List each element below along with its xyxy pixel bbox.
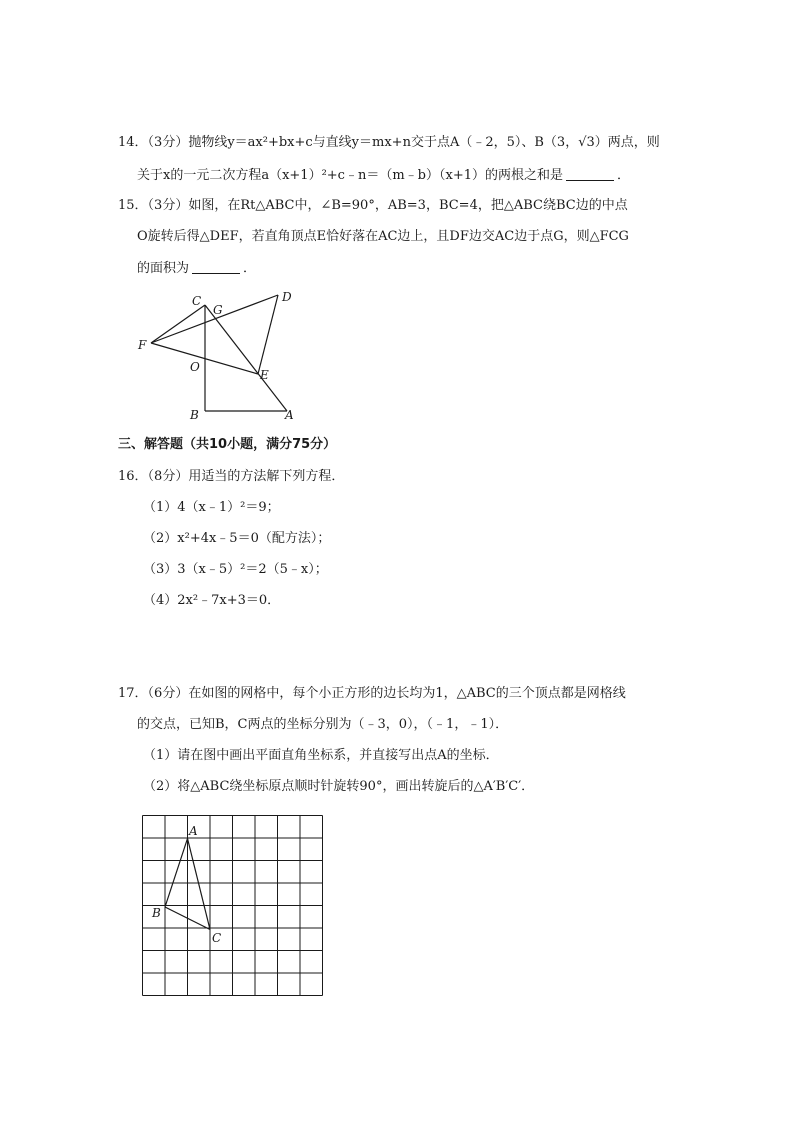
segment-ca (205, 305, 287, 411)
q14-line2-text: 关于x的一元二次方程a（x+1）²+c﹣n＝（m﹣b）（x+1）的两根之和是 (137, 168, 563, 183)
section-heading: 三、解答题（共10小题，满分75分） (118, 437, 337, 452)
label-b: B (190, 408, 199, 422)
q16-item-2: （2）x²+4x﹣5＝0（配方法）； (143, 531, 331, 546)
q16-item-3: （3）3（x﹣5）²＝2（5﹣x）； (143, 562, 328, 577)
q14-line1: 14．（3分）抛物线y＝ax²+bx+c与直线y＝mx+n交于点A（﹣2，5）、B（3，√3）两点，则 (118, 135, 660, 150)
q17-item-1: （1）请在图中画出平面直角坐标系，并直接写出点A的坐标． (143, 748, 499, 763)
segment-de (258, 295, 278, 374)
grid-label-a: A (189, 824, 198, 838)
label-f: F (138, 338, 147, 352)
q14-line2-end: ． (616, 168, 630, 183)
grid (143, 816, 323, 996)
label-e: E (260, 368, 269, 382)
label-c: C (192, 294, 202, 308)
q15-line3-text: 的面积为 (137, 261, 190, 276)
q15-answer-blank (192, 259, 240, 274)
q15-triangle-figure (130, 285, 310, 425)
q15-line3 (137, 259, 256, 278)
q16-item-1: （1）4（x﹣1）²＝9； (143, 500, 280, 515)
q16-stem: 16．（8分）用适当的方法解下列方程． (118, 469, 345, 484)
grid-label-c: C (212, 931, 222, 945)
q14-line2 (137, 166, 630, 185)
q14-answer-blank (566, 166, 614, 181)
q17-line1: 17．（6分）在如图的网格中，每个小正方形的边长均为1，△ABC的三个顶点都是网格线 (118, 686, 626, 701)
label-d: D (282, 290, 292, 304)
q17-grid-figure (140, 813, 330, 1003)
q15-line1: 15．（3分）如图，在Rt△ABC中，∠B=90°，AB=3，BC=4，把△ABC绕BC边的中点 (118, 198, 628, 213)
label-g: G (213, 303, 223, 317)
label-a: A (285, 408, 294, 422)
segment-ab (165, 839, 188, 908)
q17-item-2: （2）将△ABC绕坐标原点顺时针旋转90°，画出转旋后的△A′B′C′． (143, 779, 535, 794)
q15-line2: O旋转后得△DEF，若直角顶点E恰好落在AC边上，且DF边交AC边于点G，则△FCG (137, 229, 629, 244)
segment-fc (151, 305, 205, 343)
q17-line2: 的交点，已知B，C两点的坐标分别为（﹣3，0），（﹣1，﹣1）． (137, 717, 509, 732)
segment-ac (188, 839, 211, 930)
q15-line3-end: ． (243, 261, 257, 276)
label-o: O (190, 360, 200, 374)
q16-item-4: （4）2x²﹣7x+3＝0． (143, 593, 281, 608)
grid-label-b: B (152, 906, 161, 920)
